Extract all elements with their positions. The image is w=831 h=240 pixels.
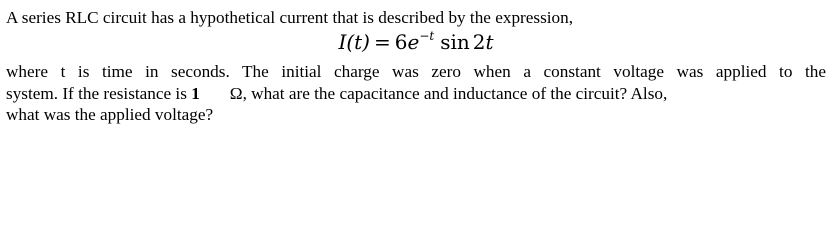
problem-intro-text: A series RLC circuit has a hypothetical current that is described by the expression,	[6, 8, 574, 27]
resistance-sentence	[6, 84, 826, 104]
question-voltage-text: what was the applied voltage?	[6, 105, 214, 124]
resistance-unit: Ω	[229, 84, 243, 103]
equation-function: sin	[440, 30, 470, 54]
resistance-value: 1	[191, 84, 200, 103]
resistance-lead-text: system. If the resistance is	[6, 84, 187, 103]
equation-lhs: I(t)	[338, 30, 370, 54]
current-equation	[6, 30, 826, 55]
equation-equals: =	[373, 30, 391, 54]
equation-exponent: −t	[419, 29, 435, 43]
equation-argument-variable: t	[485, 30, 494, 54]
equation-argument-number: 2	[472, 30, 486, 54]
question-text: , what are the capacitance and inductance of the circuit? Also,	[242, 84, 668, 103]
equation-exp-base: e	[407, 30, 420, 54]
equation-coefficient: 6	[394, 30, 408, 54]
problem-context-text: where t is time in seconds. The initial charge was zero when a constant voltage was applied to the	[6, 62, 826, 81]
